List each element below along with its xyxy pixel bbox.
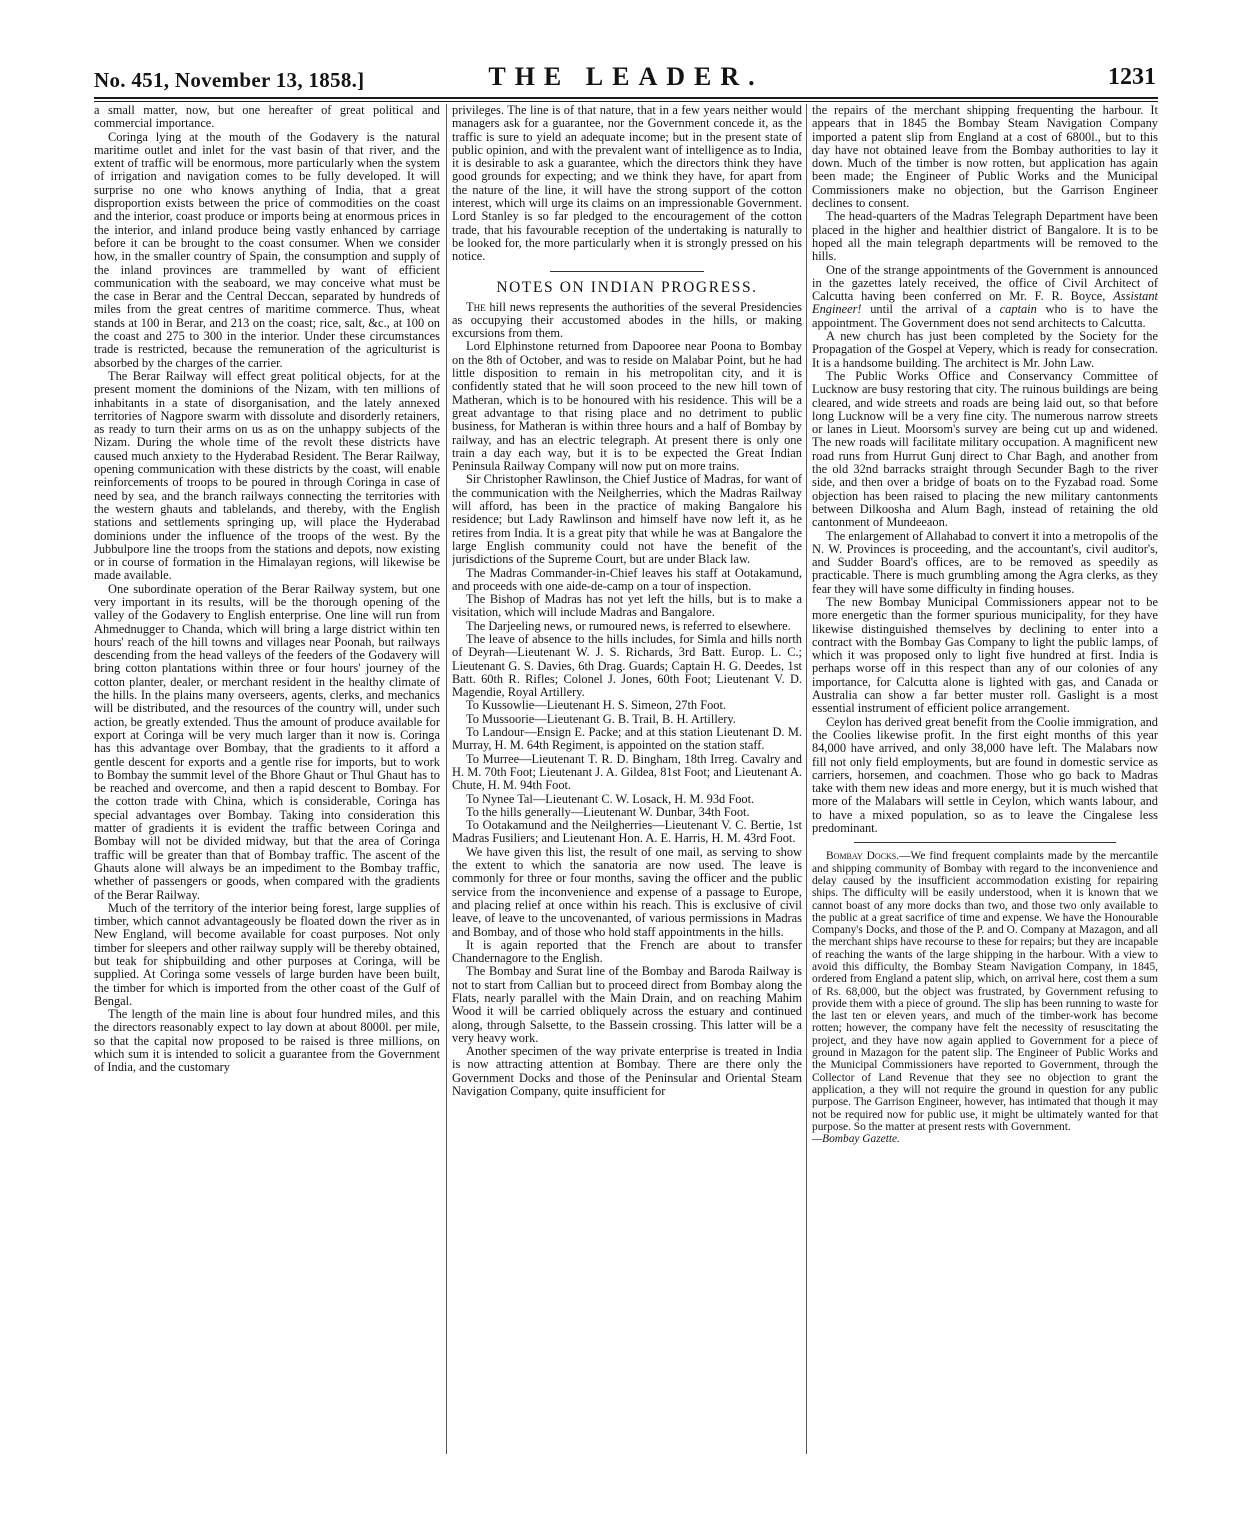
paragraph: privileges. The line is of that nature, that in a few years neither would managers ask for a guarantee, nor the Government concede it, as the traffic is sure to yield an adequate income; but in the present state of public opinion, and with the prevalent want of intelligence as to India, it is desirable to ask a guarantee, which the directors think they have good grounds for expecting; and we think they have, for apart from the nature of the line, it will have the strong support of the cotton interest, which will urge its claims on an impressionable Government. Lord Stanley is so far pledged to the encouragement of the cotton trade, that his favourable reception of the undertaking is naturally to be looked for, the more particularly when it is strongly pressed on his notice.	[452, 104, 802, 264]
page-number: 1231	[1108, 64, 1156, 90]
paragraph: The Bishop of Madras has not yet left the hills, but is to make a visitation, which will include Madras and Bangalore.	[452, 592, 802, 620]
paragraph: A new church has just been completed by the Society for the Propagation of the Gospel at Vepery, which is ready for consecration. It is a handsome building. The architect is Mr. John Law.	[812, 329, 1158, 370]
paragraph: We have given this list, the result of one mail, as serving to show the extent to which the sanatoria are now used. The leave is commonly for three or four months, saving the officer and the public service from the inconvenience and expense of a passage to Europe, and placing relief at once within his reach. This is exclusive of civil leave, of leave to the uncovenanted, of various permissions in Madras and Bombay, and of those who hold staff appointments in the hills.	[452, 844, 802, 939]
column-divider	[806, 104, 807, 1454]
paragraph: The Berar Railway will effect great political objects, for at the present moment the dominions of the Nizam, with ten millions of inhabitants in a state of disorganisation, and the lately annexed territories of Nagpore swarm with dissolute and disorderly retainers, as ready to turn their arms on us as on the unhappy subjects of the Nizam. During the whole time of the revolt these districts have caused much anxiety to the Hyderabad Resident. The Berar Railway, opening communication with these districts by the coast, will enable reinforcements of troops to be poured in through Coringa in case of need by sea, and the branch railways connecting the territories with the western ghauts and tablelands, and thereby, with the English stations and settlements springing up, will place the Hyderabad dominions under the influence of the troops of the west. By the Jubbulpore line the troops from the stations and depots, now existing or in course of formation in the Himalayan regions, will likewise be made available.	[94, 368, 440, 583]
paragraph	[452, 301, 802, 341]
paragraph-text: who is to have the appointment. The Government does not send architects to Calcutta.	[812, 302, 1158, 330]
paragraph: The enlargement of Allahabad to convert it into a metropolis of the N. W. Provinces is proceeding, and the accountant's, civil auditor's, and Sudder Board's offices, are to be removed as speedily as practicable. There is much grumbling among the Agra clerks, as they fear they will have some difficulty in finding houses.	[812, 528, 1158, 596]
paragraph: To Nynee Tal—Lieutenant C. W. Losack, H. M. 93d Foot.	[466, 791, 755, 806]
paragraph: the repairs of the merchant shipping frequenting the harbour. It appears that in 1845 the Bombay Steam Navigation Company imported a patent slip from England at a cost of 6800l., but to this day have not obtained leave from the Bombay authorities to lay it down. Much of the timber is now rotten, but application has again been made; the Engineer of Public Works and the Municipal Commissioners make no objection, but the Garrison Engineer declines to consent.	[812, 104, 1158, 211]
column-divider	[446, 104, 447, 1454]
section-divider	[854, 842, 1117, 843]
paragraph: Another specimen of the way private enterprise is treated in India is now attracting attention at Bombay. There are there only the Government Docks and those of the Peninsular and Oriental Steam Navigation Company, quite insufficient for	[452, 1044, 802, 1099]
section-heading: NOTES ON INDIAN PROGRESS.	[496, 278, 758, 296]
emphasis: captain	[999, 302, 1037, 317]
paragraph-text: hill news represents the authorities of the several Presidencies as occupying their accustomed abodes in the hills, or making excursions from them.	[452, 299, 802, 341]
paragraph: The length of the main line is about four hundred miles, and this the directors reasonably expect to lay down at about 8000l. per mile, so that the capital now proposed to be raised is three millions, on which sum it is intended to solicit a guarantee from the Government of India, and the customary	[94, 1007, 440, 1075]
masthead-rule-thin	[94, 101, 1158, 102]
paragraph: To Landour—Ensign E. Packe; and at this station Lieutenant D. M. Murray, H. M. 64th Regiment, is appointed on the station staff.	[452, 725, 802, 753]
paragraph: The head-quarters of the Madras Telegraph Department have been placed in the higher and healthier district of Bangalore. It is to be hoped all the main telegraph departments will be removed to the hills.	[812, 209, 1158, 264]
paragraph: a small matter, now, but one hereafter of great political and commercial importance.	[94, 104, 440, 131]
paragraph: To Kussowlie—Lieutenant H. S. Simeon, 27th Foot.	[466, 698, 727, 713]
column-2	[452, 104, 802, 1454]
paragraph: It is again reported that the French are about to transfer Chandernagore to the English.	[452, 937, 802, 966]
paragraph: To the hills generally—Lieutenant W. Dunbar, 34th Foot.	[466, 804, 750, 819]
lead-word: The	[466, 299, 486, 314]
emphasis: Assistant Engineer!	[812, 289, 1158, 317]
issue-date: No. 451, November 13, 1858.]	[94, 68, 365, 92]
lead-word: Bombay Docks.	[826, 850, 900, 863]
paragraph-text: until the arrival of a	[870, 302, 991, 317]
masthead-rule	[94, 97, 1158, 99]
paragraph	[812, 850, 1158, 1133]
paragraph: To Mussoorie—Lieutenant G. B. Trail, B. H. Artillery.	[466, 711, 736, 726]
paragraph: The Madras Commander-in-Chief leaves his staff at Ootakamund, and proceeds with one aide-de-camp on a tour of inspection.	[452, 565, 802, 593]
masthead	[94, 62, 1158, 98]
paragraph: Ceylon has derived great benefit from the Coolie immigration, and the Coolies likewise profit. In the first eight months of this year 84,000 have arrived, and only 38,000 have left. The Malabars now fill not only field employments, but are found in domestic service as carriers, horsemen, and coachmen. Those who go back to Madras take with them new ideas and more energy, but it is much wished that more of the Malabars will settle in Ceylon, which wants labour, and to have a mixed population, so as to leave the Cingalese less predominant.	[812, 714, 1158, 836]
paragraph: Lord Elphinstone returned from Dapooree near Poona to Bombay on the 8th of October, and was to reside on Malabar Point, but he had little disposition to remain in his metropolitan city, and it is confidently stated that he will soon proceed to the new hill town of Matheran, which is to be honoured with his residence. This will be a great advantage to that rising place and no detriment to public business, for Matheran is within three hours and a half of Bombay by railway, and has an electric telegraph. At present there is only one train a day each way, but it is to be expected the Great Indian Peninsula Railway Company will now put on more trains.	[452, 339, 802, 474]
column-1	[94, 104, 440, 1454]
paragraph: Sir Christopher Rawlinson, the Chief Justice of Madras, for want of the communication with the Neilgherries, which the Madras Railway will afford, has been in the practice of making Bangalore his residence; but Lady Rawlinson and himself have now left it, as he retires from India. It is a great pity that while he was at Bangalore the large English community could not have the benefit of the jurisdictions of the Supreme Court, but are under Black law.	[452, 472, 802, 567]
paragraph: To Murree—Lieutenant T. R. D. Bingham, 18th Irreg. Cavalry and H. M. 70th Foot; Lieutenant J. A. Gildea, 81st Foot; and Lieutenant A. Chute, H. M. 94th Foot.	[452, 751, 802, 793]
paragraph: The Darjeeling news, or rumoured news, is referred to elsewhere.	[466, 618, 791, 633]
source-credit: —Bombay Gazette.	[812, 1133, 900, 1146]
section-divider	[550, 271, 704, 272]
paragraph	[812, 264, 1158, 330]
paragraph: Much of the territory of the interior being forest, large supplies of timber, which cannot advantageously be floated down the river as in New England, will become available for coast purposes. Not only timber for sleepers and other railway supply will be thereby obtained, but teak for shipbuilding and other purposes at Coringa, will be supplied. At Coringa some vessels of large burden have been built, the timber for which is imported from the other coast of the Gulf of Bengal.	[94, 900, 440, 1008]
column-3	[812, 104, 1158, 1454]
paragraph: Coringa lying at the mouth of the Godavery is the natural maritime outlet and inlet for the vast basin of that river, and the extent of traffic will be enormous, more particularly when the system of irrigation and navigation comes to be fully developed. It will surprise no one who knows anything of India, that a great disproportion exists between the price of commodities on the coast and the interior, coast produce or imports being at enormous prices in the interior, and inland produce being vastly enhanced by carriage before it can be brought to the coast consumer. When we consider how, in the smaller country of Spain, the consumption and supply of the inland provinces are trammelled by want of efficient communication with the seaboard, we may conceive what must be the case in Berar and the Central Deccan, separated by hundreds of miles from the great centres of maritime commerce. Thus, wheat stands at 100 in Berar, and 213 on the coast; rice, salt, &c., at 100 on the coast and 275 to 300 in the interior. Under these circumstances trade is restricted, because the remuneration of the agriculturist is absorbed by the charges of the carrier.	[94, 129, 440, 370]
paragraph: To Ootakamund and the Neilgherries—Lieutenant V. C. Bertie, 1st Madras Fusiliers; and Lieutenant Hon. A. E. Harris, H. M. 43rd Foot.	[452, 818, 802, 846]
paragraph-text: One of the strange appointments of the Government is announced in the gazettes lately received, the office of Civil Architect of Calcutta having been conferred on Mr. F. R. Boyce,	[812, 262, 1158, 304]
paragraph: The Public Works Office and Conservancy Committee of Lucknow are busy restoring that city. The ruinous buildings are being cleared, and wide streets and roads are being laid out, so that before long Lucknow will be a very fine city. The numerous narrow streets or lanes in Lieut. Moorsom's survey are being cut up and widened. The new roads will facilitate military occupation. A magnificent new road runs from Hurrut Gunj direct to Char Bagh, and another from the old 32nd barracks straight through Secunder Bagh to the river side, and then over a bridge of boats on to the Fyzabad road. Some objection has been raised to placing the new military cantonments between Dilkoosha and Alum Bagh, instead of retaining the old cantonment of Mundeeaon.	[812, 368, 1158, 530]
paragraph: One subordinate operation of the Berar Railway system, but one very important in its results, will be the thorough opening of the valley of the Godavery to English enterprise. One line will run from Ahmednugger to Chanda, which will bring a large district within ten hours' reach of the hill towns and villages near Poonah, but railways descending from the head valleys of the feeders of the Godavery will bring cotton plantations within three or four hours' journey of the cotton planter, dealer, or merchant resident in the healthy climate of the hills. In the plains many overseers, agents, clerks, and mechanics will be distributed, and the resources of the country will, under such action, be greatly extended. Thus the amount of produce available for export at Coringa will be very much larger than it now is. Coringa has this advantage over Bombay, that the gradients to it afford a gentle descent for exports and a gentle rise for imports, but to work to Bombay the summit level of the Bhore Ghaut or Thul Ghaut has to be reached and overcome, and then a rapid descent to Bombay. For the cotton trade with China, which is considerable, Coringa has special advantages over Bombay. Taking into consideration this matter of gradients it is evident the traffic between Coringa and Bombay will not be divided midway, but that the area of Coringa traffic will be greater than that of Bombay traffic. The ascent of the Ghauts alone will always be an impediment to the Bombay traffic, whether of passengers or goods, when compared with the gradients of the Berar Railway.	[94, 581, 440, 902]
newspaper-title: THE LEADER.	[488, 62, 764, 91]
paragraph-text: —We find frequent complaints made by the mercantile and shipping community of Bombay with regard to the inconvenience and delay caused by the insufficient accommodation existing for repairing ships. The difficulty will be easily understood, when it is known that we cannot boast of any more docks than two, and those two only available to the public at a great sacrifice of time and expense. We have the Honourable Company's Docks, and those of the P. and O. Company at Mazagon, and all the merchant ships have recourse to these for repairs; but they are incapable of reaching the wants of the large shipping in the harbour. With a view to avoid this difficulty, the Bombay Steam Navigation Company, in 1845, ordered from England a patent slip, which, on arrival here, cost them a sum of Rs. 68,000, but the object was frustrated, by Government refusing to provide them with a piece of ground. The slip has been running to waste for the last ten or eleven years, and much of the timber-work has become rotten; however, the company have felt the necessity of resuscitating the project, and they have now again applied to Government for a piece of ground in Mazagon for the patent slip. The Engineer of Public Works and the Municipal Commissioners have reported to Government, through the Collector of Land Revenue that they see no objection to grant the application, a they will not require the ground in question for any public purpose. The Garrison Engineer, however, has intimated that though it may not be required now for public use, it might be ultimately wanted for that purpose. So the matter at present rests with Government.	[812, 850, 1158, 1133]
paragraph: The Bombay and Surat line of the Bombay and Baroda Railway is not to start from Callian but to proceed direct from Bombay along the Flats, nearly parallel with the Main Drain, and on reaching Mahim Wood it will be carried obliquely across the estuary and continued along, through Salsette, to the Bassein crossing. This latter will be a very heavy work.	[452, 964, 802, 1045]
paragraph: The leave of absence to the hills includes, for Simla and hills north of Deyrah—Lieutenant W. J. S. Richards, 3rd Batt. Europ. L. C.; Lieutenant G. S. Davies, 6th Drag. Guards; Captain H. G. Deedes, 1st Batt. 60th R. Rifles; Colonel J. Jones, 60th Foot; Lieutenant V. D. Magendie, Royal Artillery.	[452, 631, 802, 700]
paragraph: The new Bombay Municipal Commissioners appear not to be more energetic than the former spurious municipality, for they have likewise distinguished themselves by declining to enter into a contract with the Bombay Gas Company to light the public lamps, of which it was proposed only to light five hundred at first. India is perhaps worse off in this respect than any of our colonies of any importance, for Calcutta alone is lighted with gas, and Canada or Australia can show a far better muster roll. Gaslight is a most essential instrument of efficient police arrangement.	[812, 594, 1158, 716]
